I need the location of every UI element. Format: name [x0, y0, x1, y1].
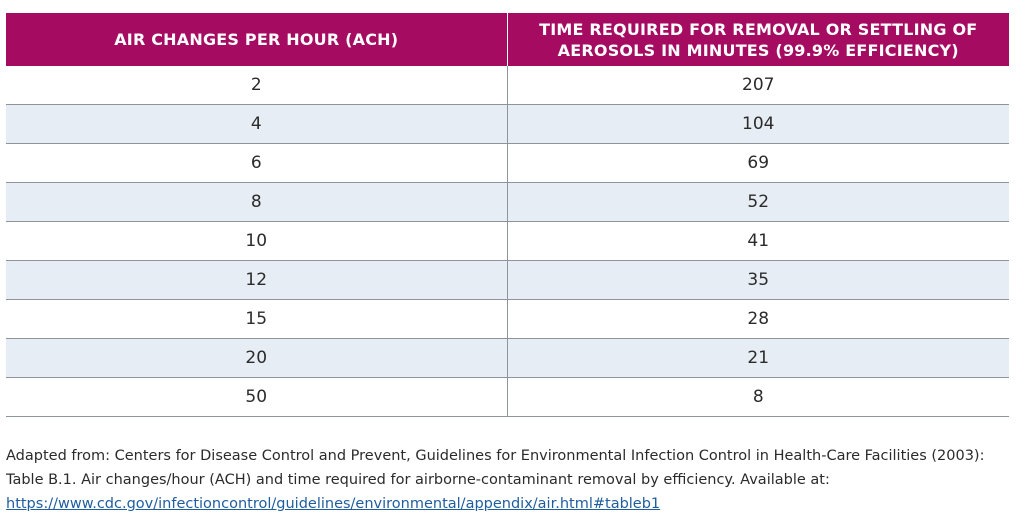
table-row	[6, 378, 1009, 417]
minutes-cell: 69	[507, 144, 1009, 183]
ach-cell: 20	[6, 339, 507, 378]
minutes-cell: 28	[507, 300, 1009, 339]
ach-cell: 12	[6, 261, 507, 300]
table-header	[6, 13, 1009, 66]
header-removal-time: TIME REQUIRED FOR REMOVAL OR SETTLING OF AEROSOLS IN MINUTES (99.9% EFFICIENCY)	[507, 13, 1009, 66]
minutes-cell: 21	[507, 339, 1009, 378]
table-row	[6, 66, 1009, 105]
table-row	[6, 183, 1009, 222]
source-link[interactable]: https://www.cdc.gov/infectioncontrol/guidelines/environmental/appendix/air.html#tableb1	[6, 496, 661, 512]
ach-cell: 2	[6, 66, 507, 105]
ach-cell: 50	[6, 378, 507, 417]
header-ach: AIR CHANGES PER HOUR (ACH)	[6, 13, 507, 66]
ach-cell: 10	[6, 222, 507, 261]
ach-table-container	[6, 13, 1009, 417]
minutes-cell: 104	[507, 105, 1009, 144]
ach-cell: 6	[6, 144, 507, 183]
ach-table	[6, 13, 1009, 417]
minutes-cell: 52	[507, 183, 1009, 222]
source-text: Adapted from: Centers for Disease Control and Prevent, Guidelines for Environmental Infection Control in Health-Care Facilities (2003): Table B.1. Air changes/hour (ACH) and time required for airborne-contaminant removal by efficiency. Available at:	[6, 448, 985, 488]
table-row	[6, 261, 1009, 300]
table-row	[6, 105, 1009, 144]
ach-cell: 4	[6, 105, 507, 144]
ach-cell: 8	[6, 183, 507, 222]
table-row	[6, 222, 1009, 261]
source-citation	[6, 444, 1016, 516]
minutes-cell: 207	[507, 66, 1009, 105]
minutes-cell: 35	[507, 261, 1009, 300]
table-row	[6, 144, 1009, 183]
minutes-cell: 41	[507, 222, 1009, 261]
header-row	[6, 13, 1009, 66]
table-body	[6, 66, 1009, 417]
table-row	[6, 300, 1009, 339]
ach-cell: 15	[6, 300, 507, 339]
minutes-cell: 8	[507, 378, 1009, 417]
table-row	[6, 339, 1009, 378]
